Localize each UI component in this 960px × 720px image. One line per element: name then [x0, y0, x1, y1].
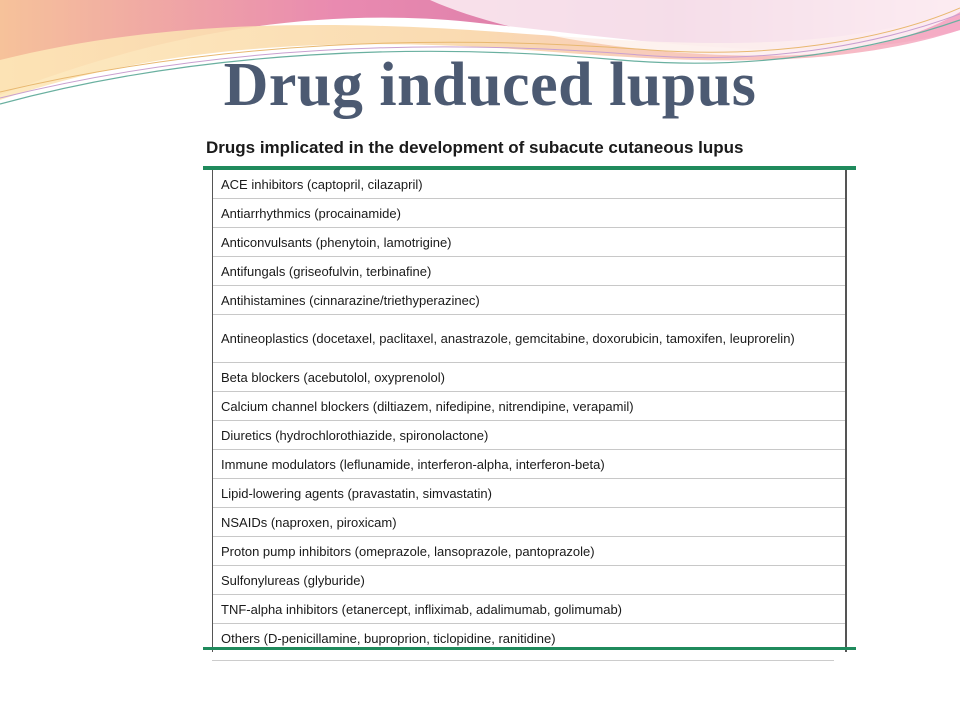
slide-title: Drug induced lupus: [223, 51, 757, 119]
table-row: Antifungals (griseofulvin, terbinafine): [213, 257, 845, 286]
table-row: ACE inhibitors (captopril, cilazapril): [213, 170, 845, 199]
table-row: TNF-alpha inhibitors (etanercept, infliximab, adalimumab, golimumab): [213, 595, 845, 624]
table-row: Diuretics (hydrochlorothiazide, spironolactone): [213, 421, 845, 450]
table-row: Calcium channel blockers (diltiazem, nifedipine, nitrendipine, verapamil): [213, 392, 845, 421]
drug-table-panel: [176, 120, 860, 663]
table-row: Immune modulators (leflunamide, interferon-alpha, interferon-beta): [213, 450, 845, 479]
drug-table: [212, 170, 847, 652]
table-heading: Drugs implicated in the development of subacute cutaneous lupus: [206, 138, 744, 157]
table-row: Proton pump inhibitors (omeprazole, lansoprazole, pantoprazole): [213, 537, 845, 566]
table-row: Anticonvulsants (phenytoin, lamotrigine): [213, 228, 845, 257]
table-row: Beta blockers (acebutolol, oxyprenolol): [213, 363, 845, 392]
table-row: NSAIDs (naproxen, piroxicam): [213, 508, 845, 537]
table-row: Lipid-lowering agents (pravastatin, simvastatin): [213, 479, 845, 508]
table-row: Antihistamines (cinnarazine/triethyperazinec): [213, 286, 845, 315]
table-row: Others (D-penicillamine, buproprion, ticlopidine, ranitidine): [221, 630, 556, 646]
table-bottom-rule: [203, 647, 856, 650]
table-row: Antiarrhythmics (procainamide): [213, 199, 845, 228]
table-footer-divider: [212, 660, 834, 661]
table-row: Sulfonylureas (glyburide): [213, 566, 845, 595]
table-row: Antineoplastics (docetaxel, paclitaxel, anastrazole, gemcitabine, doxorubicin, tamoxifen, leuprorelin): [213, 315, 845, 363]
